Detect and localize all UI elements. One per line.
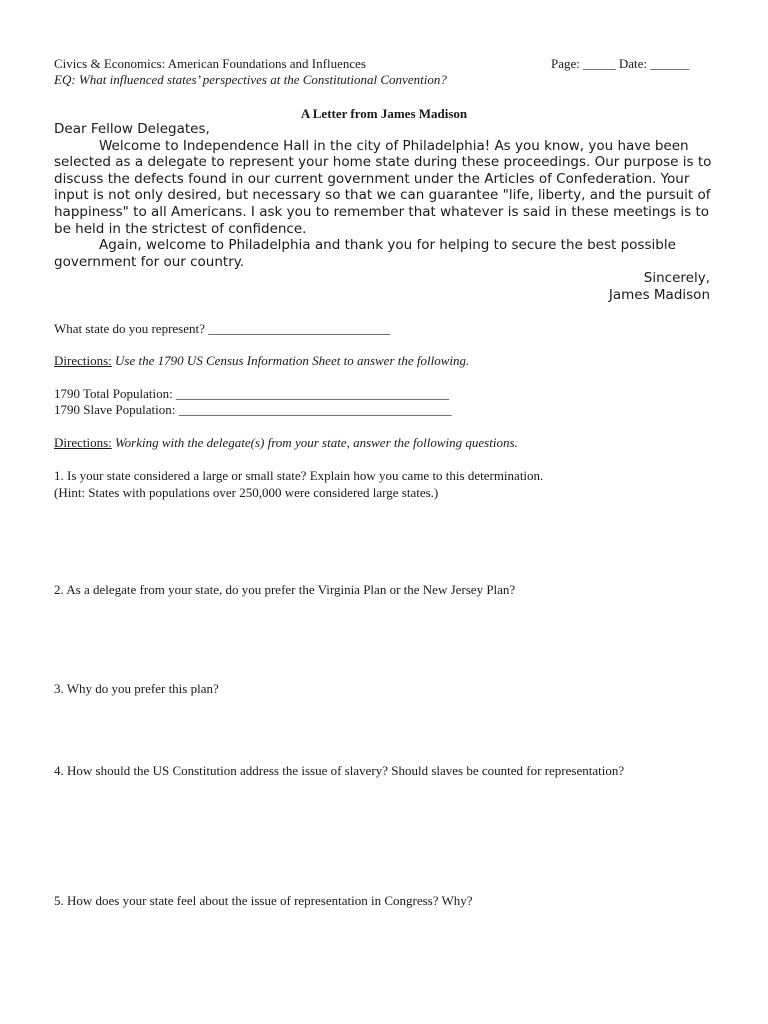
question-3: 3. Why do you prefer this plan? — [54, 681, 219, 696]
question-5: 5. How does your state feel about the issue of representation in Congress? Why? — [54, 893, 473, 908]
letter-signature: James Madison — [608, 287, 710, 303]
letter-paragraph-1: Welcome to Independence Hall in the city of Philadelphia! As you know, you have been selected as a delegate to represent your home state during these proceedings. Our purpose is to discuss the defects found in our current government under the Articles of Confederation. Your input is not only desired, but necessary so that we can guarantee "life, liberty, and the pursuit of happiness" to all Americans. I ask you to remember that whatever is said in these meetings is to be held in the strictest of confidence. — [54, 137, 712, 237]
question-1-hint: (Hint: States with populations over 250,000 were considered large states.) — [54, 485, 439, 500]
directions-census — [54, 353, 469, 369]
question-1: 1. Is your state considered a large or small state? Explain how you came to this determination. — [54, 468, 544, 483]
page-date-field: Page: _____ Date: ______ — [551, 56, 690, 71]
directions-delegates — [54, 435, 518, 451]
directions-label: Directions: — [54, 353, 112, 368]
slave-population-field: 1790 Slave Population: __________________________________________ — [54, 402, 452, 417]
directions-text: Use the 1790 US Census Information Sheet to answer the following. — [111, 353, 470, 368]
letter-salutation: Dear Fellow Delegates, — [54, 121, 210, 137]
directions-label: Directions: — [54, 435, 112, 450]
state-question: What state do you represent? ____________________________ — [54, 321, 391, 336]
directions-text: Working with the delegate(s) from your state, answer the following questions. — [111, 435, 518, 450]
essential-question: EQ: What influenced states’ perspectives at the Constitutional Convention? — [54, 72, 447, 87]
question-2: 2. As a delegate from your state, do you prefer the Virginia Plan or the New Jersey Plan? — [54, 582, 516, 597]
course-title: Civics & Economics: American Foundations and Influences — [54, 56, 366, 71]
letter-closing: Sincerely, — [643, 270, 710, 286]
letter-title: A Letter from James Madison — [300, 106, 468, 121]
total-population-field: 1790 Total Population: __________________________________________ — [54, 386, 449, 401]
letter-paragraph-2: Again, welcome to Philadelphia and thank you for helping to secure the best possible government for our country. — [54, 237, 676, 270]
question-4: 4. How should the US Constitution address the issue of slavery? Should slaves be counted for representation? — [54, 763, 625, 778]
letter-body — [54, 121, 714, 270]
